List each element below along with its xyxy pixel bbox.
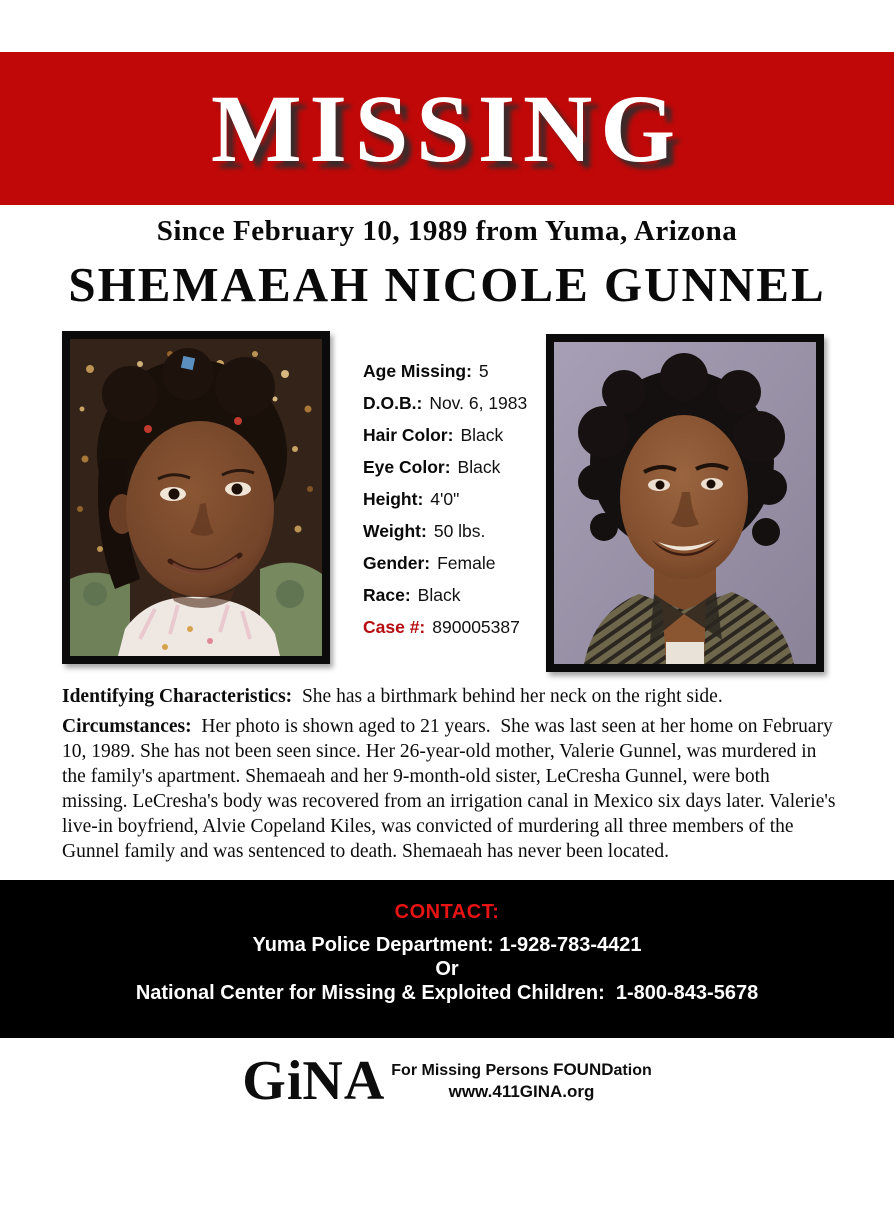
- vital-details: [363, 331, 546, 643]
- contact-line-or: Or: [435, 958, 459, 980]
- missing-poster: [0, 52, 894, 1112]
- detail-label: Age Missing:: [363, 361, 472, 381]
- contact-line-police: Yuma Police Department: 1-928-783-4421: [252, 934, 642, 956]
- detail-gender: [363, 547, 546, 579]
- detail-value: Nov. 6, 1983: [429, 393, 528, 413]
- detail-value: Female: [437, 553, 496, 573]
- missing-banner: [0, 52, 894, 205]
- detail-label: Hair Color:: [363, 425, 454, 445]
- detail-label: Race:: [363, 585, 411, 605]
- gina-letter-g: G: [242, 1050, 287, 1112]
- detail-eye-color: [363, 451, 546, 483]
- missing-since-line: Since February 10, 1989 from Yuma, Arizona: [156, 215, 738, 247]
- detail-label: Height:: [363, 489, 424, 509]
- detail-weight: [363, 515, 546, 547]
- gina-logo: [0, 1050, 894, 1112]
- detail-value: 890005387: [432, 617, 520, 637]
- circumstances-text: Her photo is shown aged to 21 years. She was last seen at her home on February 10, 1989. She has not been seen since. Her 26-year-old mother, Valerie Gunnel, was murdered in the family's apartment. Shemaeah and her 9-month-old sister, LeCresha Gunnel, were both missing. LeCresha's body was recovered from an irrigation canal in Mexico six days later. Valerie's live-in boyfriend, Alvie Copeland Kiles, was convicted of murdering all three members of the Gunnel family and was sentenced to death. Shemaeah has never been located.: [62, 716, 841, 862]
- detail-race: [363, 579, 546, 611]
- detail-label: Gender:: [363, 553, 431, 573]
- contact-bar: [0, 880, 894, 1038]
- circumstances-label: Circumstances:: [62, 716, 192, 737]
- child-photo-illustration: [70, 339, 322, 656]
- tagline-pre: For Missing Persons: [391, 1062, 554, 1079]
- detail-value: 4'0": [430, 489, 460, 509]
- identifying-characteristics: [62, 684, 836, 709]
- detail-dob: [363, 387, 546, 419]
- detail-case-number: [363, 611, 546, 643]
- detail-value: 50 lbs.: [433, 521, 486, 541]
- contact-heading: CONTACT:: [394, 901, 500, 923]
- tagline-found: FOUND: [553, 1060, 614, 1079]
- detail-hair-color: [363, 419, 546, 451]
- identifying-characteristics-text: She has a birthmark behind her neck on the right side.: [292, 686, 723, 707]
- detail-label: D.O.B.:: [363, 393, 423, 413]
- detail-value: Black: [460, 425, 504, 445]
- detail-age-missing: [363, 355, 546, 387]
- missing-person-name: SHEMAEAH NICOLE GUNNEL: [68, 257, 826, 312]
- gina-tagline: [391, 1060, 651, 1102]
- tagline-post: ation: [613, 1062, 652, 1079]
- detail-value: Black: [417, 585, 461, 605]
- child-photo: [62, 331, 330, 664]
- poster-title: MISSING: [210, 74, 684, 182]
- age-progressed-photo: [546, 334, 824, 672]
- gina-tagline-text: [391, 1060, 651, 1080]
- detail-label: Eye Color:: [363, 457, 451, 477]
- detail-label: Case #:: [363, 617, 426, 637]
- gina-letters-na: NA: [302, 1050, 386, 1112]
- detail-value: 5: [478, 361, 489, 381]
- contact-line-ncmec: National Center for Missing & Exploited Children: 1-800-843-5678: [135, 982, 759, 1004]
- age-progressed-photo-illustration: [554, 342, 816, 664]
- circumstances: [62, 714, 841, 864]
- identifying-characteristics-label: Identifying Characteristics:: [62, 686, 293, 707]
- gina-url: www.411GINA.org: [448, 1082, 595, 1101]
- gina-person-i-icon: i: [286, 1050, 303, 1112]
- photos-and-details-row: [62, 331, 894, 672]
- detail-label: Weight:: [363, 521, 427, 541]
- detail-height: [363, 483, 546, 515]
- gina-wordmark: [242, 1050, 386, 1112]
- detail-value: Black: [457, 457, 501, 477]
